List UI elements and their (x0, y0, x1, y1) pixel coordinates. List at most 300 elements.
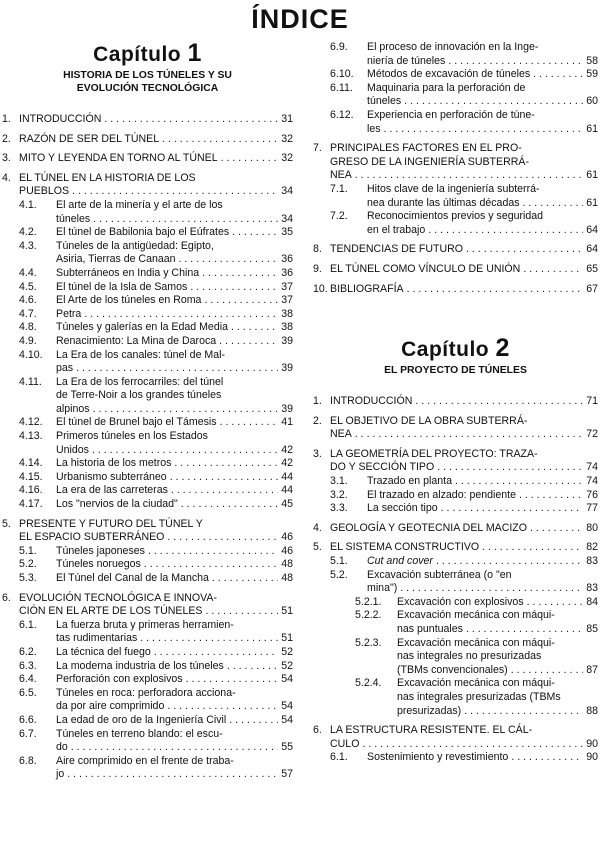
toc-entry-title: La era de las carreteras (56, 484, 168, 497)
toc-entry-page: 44 (281, 470, 293, 483)
dot-leader (202, 267, 278, 281)
toc-entry-title: Excavación mecánica con máqui- (397, 636, 555, 649)
toc-entry-page: 61 (586, 169, 598, 182)
toc-entry-page: 38 (281, 307, 293, 320)
toc-entry-number: 5.2. (19, 558, 37, 571)
toc-entry-title: NEA (330, 169, 352, 182)
toc-entry-title: El arte de la minería y el arte de los (56, 198, 223, 211)
toc-entry-number: 2. (2, 132, 11, 145)
toc-entry-number: 4.15. (19, 470, 43, 483)
toc-entry (19, 687, 293, 714)
toc-entry-page: 59 (586, 68, 598, 81)
toc-entry-title: Túneles en terreno blando: el escu- (56, 727, 223, 740)
toc-entry-page: 54 (281, 713, 293, 726)
toc-entry-number: 5.2.2. (355, 609, 382, 622)
toc-entry (19, 755, 293, 782)
toc-entry-number: 4.5. (19, 280, 37, 293)
toc-entry-number: 5.1. (19, 544, 37, 557)
toc-entry-number: 6.6. (19, 713, 37, 726)
toc-entry-number: 1. (2, 113, 11, 125)
toc-entry-title: Primeros túneles en los Estados (56, 430, 208, 443)
toc-entry (19, 558, 293, 572)
toc-entry-title: PRESENTE Y FUTURO DEL TÚNEL Y (19, 517, 203, 530)
toc-entry (2, 133, 293, 147)
toc-entry (19, 728, 293, 755)
toc-entry-title: Urbanismo subterráneo (56, 470, 167, 483)
toc-entry (330, 109, 598, 136)
toc-entry-title: Túneles noruegos (56, 558, 141, 571)
dot-leader (533, 68, 583, 82)
toc-entry (355, 609, 598, 636)
toc-entry (355, 637, 598, 678)
dot-leader (400, 582, 583, 596)
toc-entry-title: TENDENCIAS DE FUTURO (330, 243, 464, 256)
toc-entry-title: Excavación con explosivos (397, 595, 524, 608)
toc-entry-number: 4. (313, 521, 322, 534)
dot-leader (441, 502, 584, 516)
toc-entry-title: GRESO DE LA INGENIERÍA SUBTERRÁ- (330, 155, 529, 168)
toc-entry-title: CULO (330, 737, 360, 750)
dot-leader (186, 673, 279, 687)
toc-entry-number: 5. (2, 517, 11, 530)
dot-leader (523, 263, 583, 277)
toc-entry-number: 4.8. (19, 321, 37, 334)
toc-entry (313, 522, 598, 536)
toc-entry-number: 4.2. (19, 226, 37, 239)
toc-entry-page: 51 (281, 632, 293, 645)
dot-leader (530, 522, 583, 536)
toc-entry (19, 572, 293, 586)
dot-leader (428, 224, 583, 238)
toc-entry (19, 457, 293, 471)
toc-entry-page: 64 (586, 243, 598, 256)
toc-entry-page: 65 (586, 262, 598, 275)
dot-leader (231, 321, 278, 335)
dot-leader (519, 489, 583, 503)
toc-entry-title: Excavación mecánica con máqui- (397, 609, 555, 622)
toc-entry-number: 4.1. (19, 198, 37, 211)
toc-entry-title: nas integrales presurizadas (TBMs (397, 690, 561, 703)
toc-entry (19, 484, 293, 498)
toc-entry-number: 6.12. (330, 108, 354, 121)
toc-entry-number: 4.6. (19, 294, 37, 307)
toc-entry-number: 4.10. (19, 348, 43, 361)
toc-entry-title: Túneles en roca: perforadora acciona- (56, 686, 236, 699)
toc-entry-title: jo (56, 768, 65, 781)
toc-entry-number: 4. (2, 171, 11, 184)
toc-entry-page: 32 (281, 152, 293, 165)
toc-entry-title: nas puntuales (397, 623, 463, 635)
dot-leader (181, 498, 278, 512)
toc-entry (19, 714, 293, 728)
toc-entry-title: BIBLIOGRAFÍA (330, 282, 404, 295)
chapter-label: Capítulo (401, 338, 490, 362)
toc-entry-number: 4.7. (19, 307, 37, 320)
toc-entry (355, 677, 598, 718)
toc-entry (2, 172, 293, 199)
toc-entry-title: La Era de los ferrocarriles: del túnel (56, 375, 224, 388)
dot-leader (171, 484, 278, 498)
toc-entry-page: 54 (281, 700, 293, 713)
toc-entry-page: 48 (281, 558, 293, 571)
toc-entry (2, 152, 293, 166)
dot-leader (190, 281, 278, 295)
chapter-subtitle (2, 69, 293, 95)
toc-entry (19, 545, 293, 559)
toc-entry-page: 37 (281, 280, 293, 293)
toc-entry-title: Trazado en planta (367, 475, 453, 488)
toc-entry-title: El trazado en alzado: pendiente (367, 488, 517, 501)
toc-entry-number: 9. (313, 262, 322, 275)
toc-entry-title: presurizadas) (397, 704, 462, 717)
toc-entry-title: CIÓN EN EL ARTE DE LOS TÚNELES (19, 605, 203, 618)
toc-entry-title: PRINCIPALES FACTORES EN EL PRO- (330, 142, 522, 155)
toc-entry (19, 471, 293, 485)
dot-leader (466, 623, 583, 637)
toc-entry-title: RAZÓN DE SER DEL TÚNEL (19, 132, 160, 145)
toc-entry-page: 71 (586, 395, 598, 408)
toc-entry-page: 32 (281, 132, 293, 145)
toc-entry-title: Sostenimiento y revestimiento (367, 751, 509, 764)
toc-entry-number: 2. (313, 414, 322, 427)
toc-entry-page: 74 (586, 461, 598, 474)
toc-entry-number: 6.8. (19, 754, 37, 767)
toc-entry (19, 660, 293, 674)
toc-entry-number: 5.1. (330, 555, 348, 568)
dot-leader (415, 395, 583, 409)
toc-entry-number: 6.1. (19, 618, 37, 631)
toc-entry-title: EL OBJETIVO DE LA OBRA SUBTERRÁ- (330, 414, 528, 427)
dot-leader (523, 197, 584, 211)
toc-entry (19, 226, 293, 240)
dot-leader (67, 768, 278, 782)
dot-leader (212, 572, 278, 586)
dot-leader (355, 169, 583, 183)
toc-entry-page: 38 (281, 321, 293, 334)
toc-entry (313, 395, 598, 409)
toc-entry-title: do (56, 741, 68, 754)
toc-entry-page: 84 (586, 595, 598, 608)
toc-entry-title: pas (56, 362, 74, 375)
dot-leader (179, 253, 279, 267)
toc-entry (330, 41, 598, 68)
toc-entry-title: Excavación subterránea (o "en (367, 568, 512, 581)
dot-leader (407, 283, 584, 297)
toc-entry-title: en el trabajo (367, 223, 426, 236)
toc-entry-number: 6.1. (330, 751, 348, 764)
toc-entry (313, 415, 598, 442)
dot-leader (436, 555, 583, 569)
toc-entry-page: 46 (281, 531, 293, 544)
toc-entry-title: Túneles japoneses (56, 544, 145, 557)
toc-entry-title: EL ESPACIO SUBTERRÁNEO (19, 531, 165, 544)
toc-entry-page: 42 (281, 443, 293, 456)
dot-leader (437, 461, 583, 475)
toc-entry-page: 39 (281, 402, 293, 415)
toc-entry-title: El Arte de los túneles en Roma (56, 294, 202, 307)
dot-leader (232, 226, 278, 240)
toc-entry-number: 6.9. (330, 41, 348, 53)
toc-entry (330, 82, 598, 109)
toc-entry-title: DO Y SECCIÓN TIPO (330, 461, 435, 474)
dot-leader (221, 152, 279, 166)
toc-entry-title: La sección tipo (367, 502, 438, 515)
toc-entry (19, 430, 293, 457)
dot-leader (464, 705, 583, 719)
chapter-1-heading (2, 41, 293, 95)
dot-leader (140, 632, 278, 646)
toc-entry-number: 4.3. (19, 239, 37, 252)
toc-entry-page: 64 (586, 223, 598, 236)
toc-entry (19, 619, 293, 646)
toc-entry-number: 5.3. (19, 572, 37, 584)
chapter-number: 1 (187, 39, 202, 67)
chapter-subtitle (313, 364, 598, 377)
toc-entry-page: 45 (281, 498, 293, 511)
toc-entry-number: 6.3. (19, 659, 37, 672)
toc-entry (313, 142, 598, 183)
toc-entry (313, 283, 598, 297)
toc-entry (313, 724, 598, 751)
toc-entry-title: El túnel de Babilonia bajo el Eúfrates (56, 226, 230, 239)
toc-entry-title: Hitos clave de la ingeniería subterrá- (367, 182, 540, 195)
toc-entry-number: 6.10. (330, 68, 354, 81)
toc-entry-page: 35 (281, 226, 293, 239)
toc-entry (2, 113, 293, 127)
toc-entry-number: 4.4. (19, 266, 37, 279)
dot-leader (148, 545, 278, 559)
dot-leader (144, 558, 278, 572)
toc-entry-page: 39 (281, 334, 293, 347)
toc-entry (19, 199, 293, 226)
toc-entry (19, 349, 293, 376)
toc-entry (330, 489, 598, 503)
toc-entry-page: 37 (281, 294, 293, 307)
toc-entry (330, 183, 598, 210)
toc-entry-number: 6. (2, 591, 11, 604)
toc-entry-number: 6.2. (19, 645, 37, 658)
toc-entry (330, 68, 598, 82)
toc-entry-title: EVOLUCIÓN TECNOLÓGICA E INNOVA- (19, 591, 217, 604)
dot-leader (527, 596, 584, 610)
toc-entry-page: 80 (586, 521, 598, 534)
toc-entry (19, 335, 293, 349)
toc-entry-title: túneles (367, 95, 402, 108)
toc-entry-number: 7.2. (330, 210, 348, 223)
toc-entry-page: 76 (586, 488, 598, 501)
toc-entry-page: 85 (586, 623, 598, 635)
toc-entry-page: 39 (281, 362, 293, 375)
toc-entry-title: EL TÚNEL EN LA HISTORIA DE LOS (19, 171, 196, 184)
toc-entry-number: 5.2.3. (355, 636, 382, 649)
dot-leader (72, 185, 278, 199)
dot-leader (104, 113, 278, 127)
toc-entry (2, 592, 293, 619)
toc-list (313, 41, 598, 296)
toc-entry-page: 67 (586, 282, 598, 295)
dot-leader (219, 335, 278, 349)
dot-leader (511, 751, 583, 765)
toc-entry-title: niería de túneles (367, 54, 446, 67)
toc-entry-number: 4.13. (19, 430, 43, 443)
toc-entry-page: 34 (281, 212, 293, 225)
toc-entry-title: GEOLOGÍA Y GEOTECNIA DEL MACIZO (330, 521, 528, 534)
toc-entry-title: Unidos (56, 443, 89, 456)
toc-entry (19, 240, 293, 267)
toc-entry-title: túneles (56, 212, 91, 225)
dot-leader (170, 471, 279, 485)
toc-entry-title: Perforación con explosivos (56, 673, 183, 686)
toc-entry-number: 6.5. (19, 686, 37, 699)
toc-entry-page: 42 (281, 457, 293, 470)
toc-entry (19, 308, 293, 322)
chapter-subtitle-line: EVOLUCIÓN TECNOLÓGICA (76, 83, 219, 94)
toc-entry-page: 83 (586, 582, 598, 595)
toc-entry (19, 498, 293, 512)
dot-leader (227, 660, 278, 674)
toc-entry (19, 416, 293, 430)
toc-entry-title: Aire comprimido en el frente de traba- (56, 754, 234, 767)
toc-entry-title: nas integrales no presurizadas (397, 650, 542, 663)
toc-entry-number: 5. (313, 541, 322, 554)
toc-entry-number: 6. (313, 724, 322, 737)
toc-entry-page: 55 (281, 741, 293, 754)
toc-entry-number: 3. (313, 447, 322, 460)
toc-entry-page: 31 (281, 113, 293, 125)
chapter-2-heading (313, 336, 598, 377)
toc-entry-title: Subterráneos en India y China (56, 266, 200, 279)
toc-entry-title: La fuerza bruta y primeras herramien- (56, 618, 234, 631)
toc-entry-page: 36 (281, 266, 293, 279)
dot-leader (220, 416, 279, 430)
toc-entry-page: 52 (281, 645, 293, 658)
toc-entry-title: Asiria, Tierras de Canaan (56, 253, 176, 266)
toc-entry-title: El proceso de innovación en la Inge- (367, 41, 539, 53)
toc-entry-page: 52 (281, 659, 293, 672)
toc-entry-page: 74 (586, 475, 598, 488)
toc-entry-number: 7. (313, 142, 322, 155)
toc-entry-page: 77 (586, 502, 598, 515)
toc-entry-title: Túneles de la antigüedad: Egipto, (56, 239, 214, 252)
toc-list (313, 395, 598, 765)
toc-entry-title: PUEBLOS (19, 185, 70, 198)
toc-entry-title: El Túnel del Canal de la Mancha (56, 572, 209, 584)
toc-entry-title: Túneles y galerías en la Edad Media (56, 321, 228, 334)
toc-entry (330, 210, 598, 237)
toc-entry-page: 72 (586, 428, 598, 441)
toc-entry-page: 44 (281, 484, 293, 497)
toc-entry-title: Los "nervios de la ciudad" (56, 498, 178, 511)
toc-entry (355, 596, 598, 610)
page-title: ÍNDICE (251, 4, 349, 34)
toc-entry (19, 321, 293, 335)
toc-entry-number: 6.4. (19, 673, 37, 686)
toc-entry-number: 10. (313, 282, 328, 295)
toc-entry-title: MITO Y LEYENDA EN TORNO AL TÚNEL (19, 152, 218, 165)
toc-entry-title: alpinos (56, 402, 90, 415)
toc-entry (313, 448, 598, 475)
toc-entry-title: (TBMs convencionales) (397, 663, 508, 676)
toc-entry-title: les (367, 122, 381, 135)
toc-entry-title: El túnel de Brunel bajo el Támesis (56, 416, 217, 429)
toc-entry-page: 58 (586, 54, 598, 67)
toc-entry (330, 569, 598, 596)
toc-entry-title: nea durante las últimas décadas (367, 196, 520, 209)
toc-entry-page: 34 (281, 185, 293, 198)
toc-entry-title: mina") (367, 582, 398, 595)
toc-entry-page: 83 (586, 555, 598, 568)
dot-leader (162, 133, 278, 147)
toc-entry-number: 5.2.4. (355, 677, 382, 690)
dot-leader (466, 243, 583, 257)
dot-leader (71, 741, 278, 755)
toc-entry-page: 61 (586, 196, 598, 209)
toc-entry-title: tas rudimentarias (56, 632, 138, 645)
toc-entry-page: 82 (586, 541, 598, 554)
toc-entry-title: EL SISTEMA CONSTRUCTIVO (330, 541, 480, 554)
toc-entry-number: 4.12. (19, 416, 43, 429)
toc-entry-title: La Era de los canales: túnel de Mal- (56, 348, 226, 361)
toc-entry-page: 87 (586, 663, 598, 676)
toc-entry-title: EL TÚNEL COMO VÍNCULO DE UNIÓN (330, 262, 521, 275)
toc-entry (313, 541, 598, 555)
dot-leader (154, 646, 278, 660)
toc-entry-number: 1. (313, 395, 322, 408)
chapter-label: Capítulo (93, 43, 182, 66)
toc-entry-title: La moderna industria de los túneles (56, 659, 224, 672)
toc-entry-title: da por aire comprimido (56, 700, 165, 713)
toc-entry-title: LA ESTRUCTURA RESISTENTE. EL CÁL- (330, 724, 533, 737)
dot-leader (167, 700, 278, 714)
left-column (2, 41, 293, 782)
toc-entry (330, 502, 598, 516)
toc-entry-number: 5.2. (330, 568, 348, 581)
toc-entry-title: LA GEOMETRÍA DEL PROYECTO: TRAZA- (330, 447, 538, 460)
toc-entry-number: 5.2.1. (355, 595, 382, 608)
dot-leader (229, 714, 278, 728)
dot-leader (206, 605, 279, 619)
toc-entry-page: 46 (281, 544, 293, 557)
right-column (313, 41, 598, 765)
toc-entry-title: Excavación mecánica con máqui- (397, 677, 555, 690)
dot-leader (76, 362, 278, 376)
toc-entry-title: Experiencia en perforación de túne- (367, 108, 535, 121)
dot-leader (355, 428, 583, 442)
dot-leader (511, 664, 584, 678)
dot-leader (93, 213, 278, 227)
toc-entry-title: Cut and cover (367, 555, 433, 568)
toc-entry-page: 36 (281, 253, 293, 266)
dot-leader (482, 541, 583, 555)
toc-entry (19, 673, 293, 687)
toc-entry-page: 57 (281, 768, 293, 781)
dot-leader (404, 95, 583, 109)
dot-leader (174, 457, 278, 471)
toc-entry-number: 8. (313, 243, 322, 256)
toc-entry-number: 3.3. (330, 502, 348, 515)
toc-entry-title: de Terre-Noir a los grandes túneles (56, 389, 222, 402)
toc-list (2, 113, 293, 782)
dot-leader (455, 475, 583, 489)
toc-entry (330, 751, 598, 765)
toc-entry-number: 3.1. (330, 475, 348, 488)
toc-entry (313, 243, 598, 257)
toc-entry (330, 555, 598, 569)
dot-leader (167, 531, 278, 545)
toc-entry-page: 60 (586, 95, 598, 108)
toc-entry-title: Reconocimientos previos y seguridad (367, 210, 544, 223)
toc-entry-number: 4.16. (19, 484, 43, 497)
